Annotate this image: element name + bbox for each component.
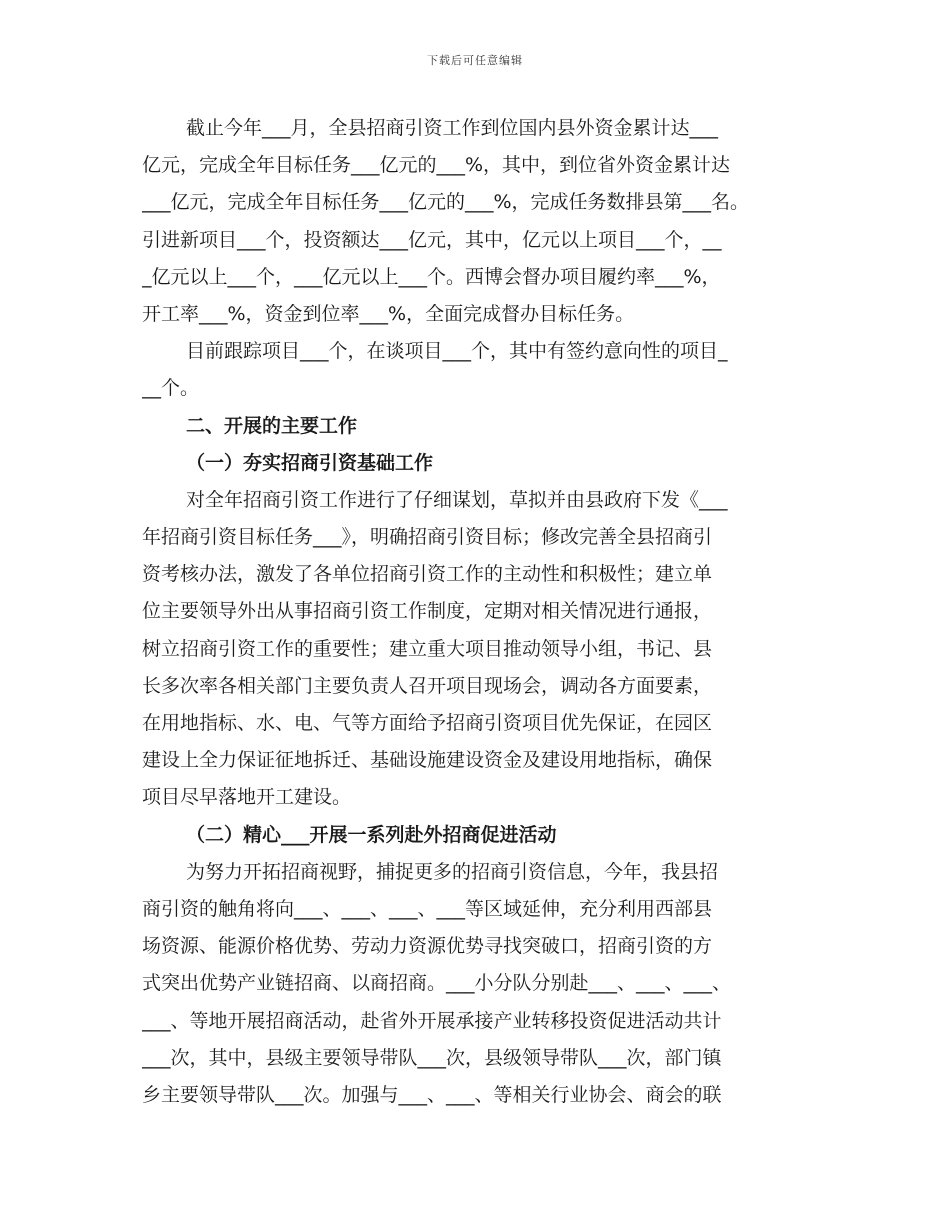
- subsection-heading: （二）精心___开展一系列赴外招商促进活动: [186, 823, 557, 846]
- paragraph-line: 商引资的触角将向___、___、___、___等区域延伸，充分利用西部县: [142, 897, 713, 920]
- paragraph-line: 开工率___%，资金到位率___%，全面完成督办目标任务。: [142, 302, 635, 325]
- paragraph-line: __个。: [142, 377, 200, 400]
- document-body: [142, 110, 812, 1114]
- section-heading: 二、开展的主要工作: [186, 414, 358, 437]
- paragraph-line: ___次，其中，县级主要领导带队___次，县级领导带队___次，部门镇: [142, 1046, 722, 1069]
- paragraph-line: 亿元，完成全年目标任务___亿元的___%，其中，到位省外资金累计达: [142, 154, 731, 177]
- paragraph-line: 目前跟踪项目___个，在谈项目___个，其中有签约意向性的项目_: [186, 340, 728, 363]
- paragraph-line: 为努力开拓招商视野，捕捉更多的招商引资信息，今年，我县招: [186, 860, 719, 883]
- paragraph-line: 引进新项目___个，投资额达___亿元，其中，亿元以上项目___个，__: [142, 228, 722, 251]
- paragraph-line: 对全年招商引资工作进行了仔细谋划，草拟并由县政府下发《___: [186, 488, 728, 511]
- paragraph-line: 场资源、能源价格优势、劳动力资源优势寻找突破口，招商引资的方: [142, 935, 713, 958]
- paragraph-line: 长多次率各相关部门主要负责人召开项目现场会，调动各方面要素，: [142, 674, 713, 697]
- paragraph-line: 年招商引资目标任务___》，明确招商引资目标；修改完善全县招商引: [142, 526, 713, 549]
- paragraph-line: 位主要领导外出从事招商引资工作制度，定期对相关情况进行通报，: [142, 600, 713, 623]
- paragraph-line: 式突出优势产业链招商、以商招商。___小分队分别赴___、___、___、: [142, 972, 732, 995]
- paragraph-line: 建设上全力保证征地拆迁、基础设施建设资金及建设用地指标，确保: [142, 749, 713, 772]
- paragraph-line: ___、等地开展招商活动，赴省外开展承接产业转移投资促进活动共计: [142, 1009, 722, 1032]
- paragraph-line: _亿元以上___个，___亿元以上___个。西博会督办项目履约率___%，: [142, 265, 721, 288]
- subsection-heading: （一）夯实招商引资基础工作: [186, 451, 434, 474]
- page-header: 下载后可任意编辑: [427, 54, 523, 67]
- paragraph-line: 截止今年___月，全县招商引资工作到位国内县外资金累计达___: [186, 117, 719, 139]
- paragraph-line: 树立招商引资工作的重要性；建立重大项目推动领导小组，书记、县: [142, 637, 713, 660]
- paragraph-line: ___亿元，完成全年目标任务___亿元的___%，完成任务数排县第___名。: [142, 191, 750, 214]
- paragraph-line: 在用地指标、水、电、气等方面给予招商引资项目优先保证，在园区: [142, 712, 713, 734]
- paragraph-line: 乡主要领导带队___次。加强与___、___、等相关行业协会、商会的联: [142, 1083, 722, 1106]
- paragraph-line: 项目尽早落地开工建设。: [142, 786, 352, 809]
- paragraph-line: 资考核办法，激发了各单位招商引资工作的主动性和积极性；建立单: [142, 563, 713, 586]
